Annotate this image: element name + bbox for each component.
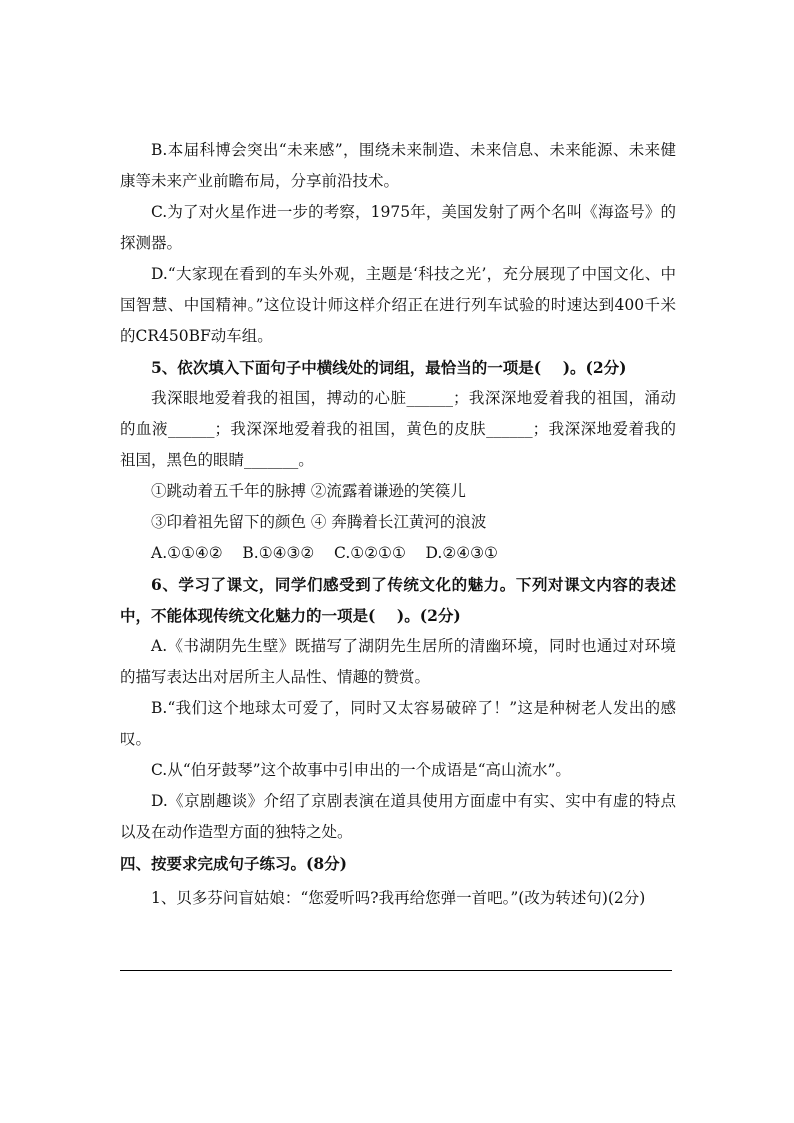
- q4-option-b: B.本届科博会突出“未来感”，围绕未来制造、未来信息、未来能源、未来健康等未来产业前瞻布局，分享前沿技术。: [120, 141, 676, 190]
- q5-options: A.①①④② B.①④③② C.①②①① D.②④③①: [151, 544, 498, 562]
- q5-phrases-line2: ③印着祖先留下的颜色 ④ 奔腾着长江黄河的浪波: [151, 513, 487, 531]
- q5-stem: 5、依次填入下面句子中横线处的词组，最恰当的一项是( )。(2分): [151, 358, 627, 377]
- q6-stem: 6、学习了课文，同学们感受到了传统文化的魅力。下列对课文内容的表述中，不能体现传统文化魅力的一项是( )。(2分): [120, 575, 676, 625]
- q5-passage: 我深眼地爱着我的祖国，搏动的心脏______；我深深地爱着我的祖国，涌动的血液______；我深深地爱着我的祖国，黄色的皮肤______；我深深地爱着我的祖国，黑色的眼睛_______。: [120, 389, 676, 469]
- q6-option-c: C.从“伯牙鼓琴”这个故事中引申出的一个成语是“高山流水”。: [151, 761, 571, 779]
- q6-option-b: B.“我们这个地球太可爱了，同时又太容易破碎了！”这是种树老人发出的感叹。: [120, 699, 676, 748]
- q5-phrases-line1: ①跳动着五千年的脉搏 ②流露着谦逊的笑篌儿: [151, 482, 466, 500]
- answer-line[interactable]: [120, 970, 672, 971]
- q6-option-a: A.《书湖阴先生壁》既描写了湖阴先生居所的清幽环境，同时也通过对环境的描写表达出对居所主人品性、情趣的赞赏。: [120, 637, 676, 686]
- q6-option-d: D.《京剧趣谈》介绍了京剧表演在道具使用方面虚中有实、实中有虚的特点以及在动作造型方面的独特之处。: [120, 792, 676, 841]
- section-4-item-1: 1、贝多芬问盲姑娘：“您爱听吗?我再给您弹一首吧。”(改为转述句)(2分): [151, 889, 646, 907]
- q4-option-d: D.“大家现在看到的车头外观，主题是‘科技之光’，充分展现了中国文化、中国智慧、中国精神。”这位设计师这样介绍正在进行列车试验的时速达到400千米的CR450BF动车组。: [120, 265, 676, 345]
- section-4-heading: 四、按要求完成句子练习。(8分): [120, 854, 347, 873]
- q4-option-c: C.为了对火星作进一步的考察，1975年，美国发射了两个名叫《海盗号》的探测器。: [120, 203, 676, 252]
